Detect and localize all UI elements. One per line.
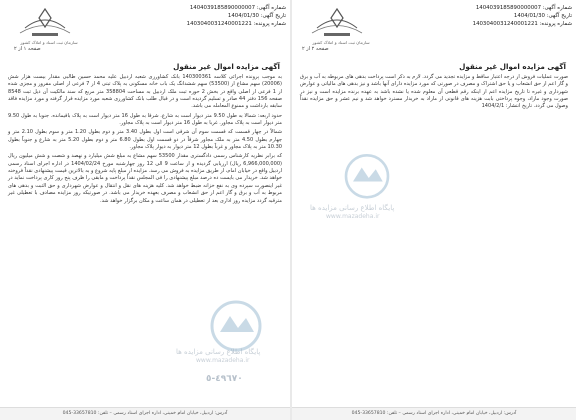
watermark-logo-icon (332, 150, 402, 206)
watermark-url: www.mazadeha.ir (326, 213, 380, 220)
document-title: آگهی مزایده اموال غیر منقول (173, 62, 280, 71)
document-footer: آدرس: اردبیل، خیابان امام خمینی، اداره اجرای اسناد رسمی – تلفن: 33657810-045 (292, 407, 576, 420)
document-footer: آدرس: اردبیل، خیابان امام خمینی، اداره اجرای اسناد رسمی – تلفن: 33657810-045 (0, 407, 290, 420)
notice-date: تاریخ آگهی: 1404/01/30 (513, 13, 572, 19)
document-header (296, 2, 572, 56)
notice-meta (473, 4, 572, 28)
notice-number: شماره آگهی: 1404039185890000007 (189, 5, 286, 11)
body-paragraph: شمالاً در چهار قسمت که قسمت سوم آن شرقی است اول بطول 3.40 متر و دوم بطول 1.20 متر و سوم بطول 2.10 متر و چهارم بطول 4.50 متر به ملک مجاور شرقاً در دو قسمت اول بطول 6.80 متر و دوم بطول 5.20 متر به شارع و جنوباً بطول 10.30 متر به پلاک مجاور و غرباً بطول 12 متر دیوار به دیوار پلاک مجاور. (8, 129, 282, 151)
watermark-text: پایگاه اطلاع رسانی مزایده ها (176, 348, 261, 356)
notice-number: شماره آگهی: 1404039185890000007 (475, 5, 572, 11)
watermark-code: ٤٩٦٧٠-٥ (206, 374, 243, 384)
body-paragraph: به موجب پرونده اجرائی کلاسه 140300361 بانک کشاورزی شعبه اردبیل علیه محمد حسین طالبی مقدار بیست هزار شش (20006) سهم مشاع از (53500) سهم ششدانگ یک باب خانه مسکونی به پلاک ثبتی 4 از 7 فرعی از اصلی مفروز و مجزی شده از 1 فرعی از اصلی واقع در بخش 2 حوزه ثبت ملک اردبیل به مساحت 358804 متر مربع که سند مالکیت آن ذیل ثبت 8548 صفحه 156 دفتر 44 صادر و تسلیم گردیده است و در قبال طلب بانک کشاورزی شعبه مورد مزایده قرار گرفته و مورد مزایده فاقد سابقه بازداشت و ممنوع المعامله می باشد. (8, 74, 282, 110)
page-number: صفحه ۱ از ۲ (14, 46, 41, 52)
document-body (300, 74, 568, 113)
document-page-2 (292, 0, 576, 420)
body-paragraph: صورت عملیات فروش از درجه اعتبار ساقط و مزایده تجدید می گردد. لازم به ذکر است پرداخت بدهی های مربوطه به آب و برق و گاز اعم از حق انشعاب و یا حق اشتراک و مصرف در صورتی که مورد مزایده دارای آنها باشد و نیز بدهی های مالیاتی و عوارض شهرداری و غیره تا تاریخ مزایده اعم از اینکه رقم قطعی آن معلوم شده یا نشده باشد به عهده برنده مزایده است و نیز در صورت وجود مازاد، وجوه پرداختی بابت هزینه های قانونی از مازاد به خریدار مسترد خواهد شد و نیم عشر و حق مزایده نقداً وصول می گردد. تاریخ انتشار: 1404/2/1 (300, 74, 568, 110)
watermark-url: www.mazadeha.ir (196, 357, 250, 364)
notice-date: تاریخ آگهی: 1404/01/30 (227, 13, 286, 19)
organization-name: سازمان ثبت اسناد و املاک کشور (312, 40, 370, 45)
body-paragraph: حدود اربعه: شمالا به طول 9.50 متر دیوار است به شارع. شرقا به طول 16 متر دیوار است به پلاک باقیمانده. جنوبا به طول 9.50 متر دیوار است به پلاک مجاور. غربا به طول 16 متر دیوار است به پلاک مجاور. (8, 112, 282, 127)
registry-emblem-icon (10, 6, 80, 42)
file-number: شماره پرونده: 1403040031240001221 (186, 21, 286, 27)
document-header (4, 2, 286, 56)
file-number: شماره پرونده: 1403040031240001221 (472, 21, 572, 27)
page-number: صفحه ۲ از ۲ (302, 46, 329, 52)
organization-name: سازمان ثبت اسناد و املاک کشور (20, 40, 78, 45)
body-paragraph: که برابر نظریه کارشناس رسمی دادگستری مقدار 53500 سهم مشاع به مبلغ شش میلیارد و نهصد و شصت و شش میلیون ریال (6,966,000,000 ریال) ارزیابی گردیده و از ساعت 9 الی 12 روز چهارشنبه مورخ 1404/02/24 در اداره اجرای اسناد رسمی اردبیل واقع در خیابان امام، از طریق مزایده به فروش می رسد. مزایده از مبلغ پایه شروع و به بالاترین قیمت پیشنهادی نقداً فروخته خواهد شد. خریدار می بایست ده درصد مبلغ پیشنهادی را فی المجلس نقداً پرداخت و مابقی را ظرف پنج روز کاری پرداخت نماید در غیر اینصورت سپرده وی به نفع خزانه ضبط خواهد شد. کلیه هزینه های نقل و انتقال و عوارض شهرداری و حق الثبت و بدهی های مربوط به آب و برق و گاز اعم از حق انشعاب و مصرف بعهده خریدار می باشد. در صورتیکه روز مزایده مصادف با تعطیلی غیر مترقبه گردد مزایده روز اداری بعد از تعطیلی در همان ساعت و مکان برگزار خواهد شد. (8, 153, 283, 204)
document-title: آگهی مزایده اموال غیر منقول (459, 62, 566, 71)
registry-emblem-icon (302, 6, 372, 42)
notice-meta (187, 4, 286, 28)
document-body (8, 74, 282, 207)
watermark-text: پایگاه اطلاع رسانی مزایده ها (310, 204, 395, 212)
